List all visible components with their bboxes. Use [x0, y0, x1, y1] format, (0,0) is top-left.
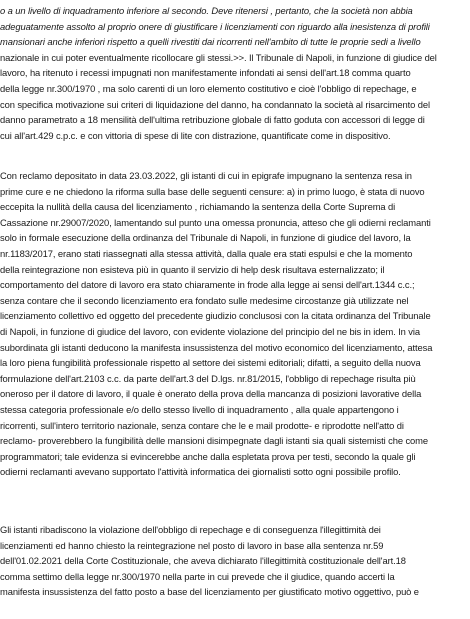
text-line: licenziamento collettivo ed oggetto del precedente giudizio conclusosi con la citata ordinanza del Tribunale [0, 310, 431, 322]
text-line: lavoro, ha ritenuto i recessi impugnati non manifestamente infondati ai sensi dell'art.18 comma quarto [0, 67, 411, 79]
text-line: comportamento del datore di lavoro era stato chiaramente in frode alla legge ai sensi dell'art.1344 c.c.; [0, 279, 415, 291]
text-line: danno parametrato a 18 mensilità dell'ultima retribuzione globale di fatto goduta con accessori di legge di [0, 114, 425, 126]
text-line: solo in formale esecuzione della ordinanza del Tribunale di Napoli, in funzione di giudice del lavoro, la [0, 232, 411, 244]
text-line: dell'01.02.2021 della Corte Costituzionale, che aveva dichiarato l'illegittimità costituzionale dell'art.18 [0, 555, 406, 567]
text-line: Con reclamo depositato in data 23.03.2022, gli istanti di cui in epigrafe impugnano la sentenza resa in [0, 170, 412, 181]
text-line: programmatori; tale evidenza si evincerebbe anche dalla espletata prova per testi, secondo la quale gli [0, 450, 416, 462]
text-line: Cassazione nr.29007/2020, lamentando sul punto una omessa pronuncia, atteso che gli odierni reclamanti [0, 216, 431, 228]
text-line: stessa categoria professionale e/o dello stesso livello di inquadramento , alla quale appartengono i [0, 403, 399, 415]
text-line: ricorrenti, sull'intero territorio nazionale, senza contare che le e mail prodotte- e riprodotte nell'atto di [0, 419, 404, 431]
text-line: adeguatamente assolto al proprio onere di giustificare i licenziamenti con riguardo alla inesistenza di profili [0, 20, 430, 32]
text-line: di Napoli, in funzione di giudice del lavoro, con evidente violazione del principio del ne bis in idem. In via [0, 325, 420, 337]
paragraph-3 [0, 522, 470, 600]
text-line: della legge nr.300/1970 , ma solo carenti di un loro elemento costitutivo e cioè l'obbligo di repechage, e [0, 82, 417, 94]
paragraph-1 [0, 3, 470, 143]
paragraph-2 [0, 168, 470, 480]
text-line: nr.1183/2017, erano stati riassegnati alla stessa attività, dalla quale era stati espulsi e che la momento [0, 247, 413, 259]
text-line: nazionale in cui poter eventualmente ricollocare gli stessi.>>. Il Tribunale di Napoli, in funzione di giudice del [0, 51, 437, 63]
text-line: con specifica motivazione sui criteri di liquidazione del danno, ha condannato la società al risarcimento del [0, 98, 430, 110]
text-line: oneroso per il datore di lavoro, il quale è onerato della prova della mancanza di posizioni lavorative della [0, 388, 422, 400]
text-line: formulazione dell'art.2103 c.c. da parte dell'art.3 del D.lgs. nr.81/2015, l'obbligo di repechage risulta più [0, 372, 416, 384]
text-line: o a un livello di inquadramento inferiore al secondo. Deve ritenersi , pertanto, che la società non abbia [0, 5, 413, 16]
text-line: cui all'art.429 c.p.c. e con vittoria di spese di lite con distrazione, quantificate come in dispositivo. [0, 129, 391, 141]
text-line: la loro piena fungibilità professionale rispetto al settore dei sistemi editoriali; difatti, a seguito della nuova [0, 357, 421, 369]
text-line: comma settimo della legge nr.300/1970 nella parte in cui prevede che il giudice, quando accerti la [0, 570, 395, 582]
text-line: senza contare che il secondo licenziamento era fondato sulle medesime circostanze già utilizzate nel [0, 294, 409, 306]
text-line: manifesta insussistenza del fatto posto a base del licenziamento per giustificato motivo oggettivo, può e [0, 586, 419, 598]
text-line: della reintegrazione non esisteva più in quanto il servizio di help desk risultava esternalizzato; il [0, 263, 385, 275]
text-line: odierni reclamanti avevano supportato l'attività informatica dei giornalisti sotto ogni possibile profilo. [0, 466, 401, 478]
text-line: Gli istanti ribadiscono la violazione dell'obbligo di repechage e di conseguenza l'illegittimità dei [0, 524, 381, 535]
text-line: eccepita la nullità della causa del licenziamento , richiamando la sentenza della Corte Suprema di [0, 201, 396, 213]
text-line: mansionari anche inferiori rispetto a quelli rivestiti dai ricorrenti nell'ambito di tutte le proprie sedi a livello [0, 36, 421, 48]
text-line: reclamo- proverebbero la fungibilità delle mansioni disimpegnate dagli istanti sia quali sistemisti che come [0, 435, 428, 447]
text-line: licenziamenti ed hanno chiesto la reintegrazione nel posto di lavoro in base alla sentenza nr.59 [0, 539, 384, 551]
text-line: prime cure e ne chiedono la riforma sulla base delle seguenti censure: a) in primo luogo, è stata di nuovo [0, 185, 425, 197]
text-line: subordinata gli istanti deducono la manifesta insussistenza del motivo economico del licenziamento, attesa [0, 341, 433, 353]
